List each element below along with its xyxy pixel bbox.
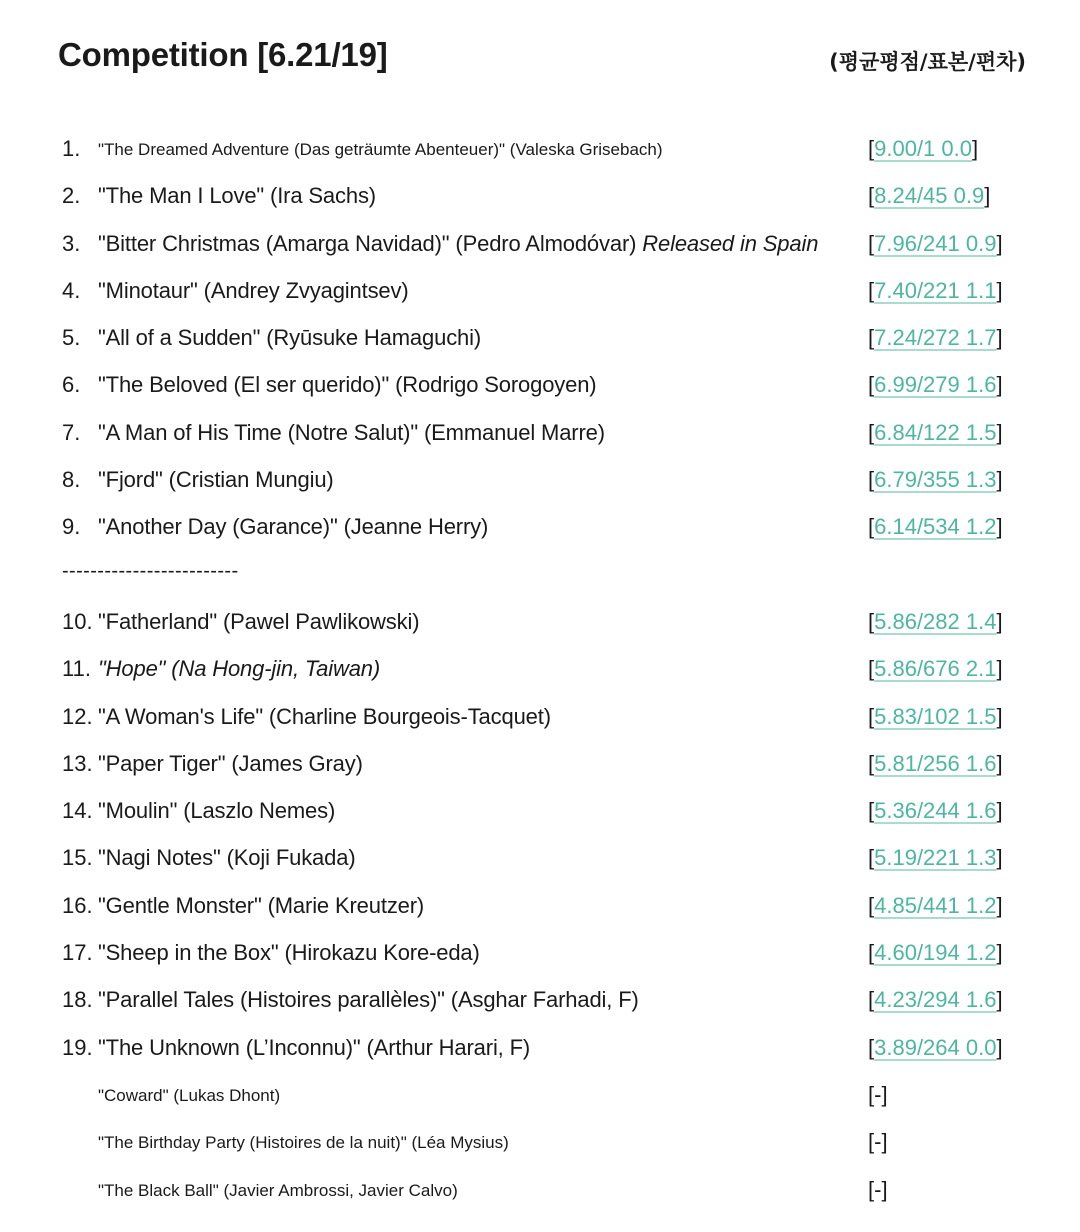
score-entry: [7.24/272 1.7] [868, 325, 1003, 351]
rank-number: 5. [62, 325, 81, 351]
rank-number: 1. [62, 136, 81, 161]
list-item [62, 1074, 1062, 1121]
score-entry: [9.00/1 0.0] [868, 136, 979, 161]
list-item [62, 1169, 1062, 1216]
rank-number: 6. [62, 372, 81, 398]
score-entry: [5.86/676 2.1] [868, 656, 1003, 682]
film-entry: "The Black Ball" (Javier Ambrossi, Javier Calvo) [98, 1180, 458, 1200]
list-item [62, 696, 1062, 743]
rank-number: 17. [62, 940, 93, 966]
divider: ------------------------- [62, 559, 239, 582]
list-item [62, 317, 1062, 364]
score-link[interactable]: 6.79/355 1.3 [874, 467, 997, 493]
list-item [62, 648, 1062, 695]
score-entry: [-] [868, 1176, 888, 1202]
rank-number: 9. [62, 514, 81, 540]
rank-number: 10. [62, 608, 93, 634]
film-entry: "The Man I Love" (Ira Sachs) [98, 183, 376, 209]
score-link[interactable]: 6.84/122 1.5 [874, 419, 997, 445]
list-item [62, 979, 1062, 1026]
page-title: Competition [6.21/19] [58, 36, 388, 73]
page-header [58, 36, 1026, 86]
score-entry: [5.86/282 1.4] [868, 608, 1003, 634]
score-entry: [7.96/241 0.9] [868, 230, 1003, 256]
list-item [62, 459, 1062, 506]
release-note: Released in Spain [642, 230, 819, 256]
score-entry: [4.85/441 1.2] [868, 892, 1003, 918]
score-link[interactable]: 6.14/534 1.2 [874, 514, 997, 540]
score-link[interactable]: 5.86/676 2.1 [874, 656, 997, 682]
film-entry: "Gentle Monster" (Marie Kreutzer) [98, 892, 425, 918]
rank-number: 14. [62, 798, 93, 824]
rank-number: 8. [62, 467, 81, 493]
score-link[interactable]: 6.99/279 1.6 [874, 372, 997, 398]
score-entry: [-] [868, 1081, 888, 1107]
score-legend: (평균평점/표본/편차) [829, 50, 1026, 74]
film-entry: "Fatherland" (Pawel Pawlikowski) [98, 608, 420, 634]
list-item [62, 601, 1062, 648]
rank-number: 19. [62, 1034, 93, 1060]
film-entry: "The Beloved (El ser querido)" (Rodrigo Sorogoyen) [98, 372, 597, 398]
score-entry: [6.79/355 1.3] [868, 467, 1003, 493]
film-entry: "Paper Tiger" (James Gray) [98, 750, 363, 776]
score-link[interactable]: 8.24/45 0.9 [874, 183, 985, 209]
score-entry: [4.23/294 1.6] [868, 987, 1003, 1013]
competition-list [62, 128, 1062, 1216]
score-entry: [5.83/102 1.5] [868, 703, 1003, 729]
film-entry: "Sheep in the Box" (Hirokazu Kore-eda) [98, 940, 480, 966]
film-entry: "Coward" (Lukas Dhont) [98, 1085, 281, 1105]
score-entry: [5.81/256 1.6] [868, 750, 1003, 776]
list-item [62, 932, 1062, 979]
film-entry: "Bitter Christmas (Amarga Navidad)" (Pedro Almodóvar) Released in Spain [98, 230, 819, 256]
score-entry: [6.14/534 1.2] [868, 514, 1003, 540]
list-item [62, 1027, 1062, 1074]
film-entry: "The Dreamed Adventure (Das geträumte Abenteuer)" (Valeska Grisebach) [98, 140, 663, 159]
list-item [62, 175, 1062, 222]
film-entry: "Moulin" (Laszlo Nemes) [98, 798, 336, 824]
score-link[interactable]: 4.85/441 1.2 [874, 892, 997, 918]
film-entry: "The Birthday Party (Histoires de la nuit)" (Léa Mysius) [98, 1133, 509, 1153]
rank-number: 18. [62, 987, 93, 1013]
score-entry: [6.99/279 1.6] [868, 372, 1003, 398]
film-entry: "The Unknown (L’Inconnu)" (Arthur Harari, F) [98, 1034, 531, 1060]
score-entry: [6.84/122 1.5] [868, 419, 1003, 445]
score-link[interactable]: 7.24/272 1.7 [874, 325, 997, 351]
score-link[interactable]: 9.00/1 0.0 [874, 136, 972, 161]
score-link[interactable]: 5.36/244 1.6 [874, 798, 997, 824]
score-link[interactable]: 5.19/221 1.3 [874, 845, 997, 871]
rank-number: 11. [62, 656, 91, 682]
rank-number: 2. [62, 183, 81, 209]
score-link[interactable]: 3.89/264 0.0 [874, 1034, 997, 1060]
list-item [62, 412, 1062, 459]
list-item [62, 128, 1062, 175]
list-item [62, 1121, 1062, 1168]
score-entry: [4.60/194 1.2] [868, 940, 1003, 966]
list-item [62, 506, 1062, 553]
film-entry: "Fjord" (Cristian Mungiu) [98, 467, 334, 493]
list-item [62, 790, 1062, 837]
list-item [62, 837, 1062, 884]
score-entry: [8.24/45 0.9] [868, 183, 991, 209]
list-item [62, 270, 1062, 317]
rank-number: 7. [62, 419, 81, 445]
list-item [62, 743, 1062, 790]
list-item [62, 364, 1062, 411]
film-entry: "Another Day (Garance)" (Jeanne Herry) [98, 514, 489, 540]
film-entry: "Nagi Notes" (Koji Fukada) [98, 845, 356, 871]
rank-number: 12. [62, 703, 93, 729]
list-item [62, 885, 1062, 932]
rank-number: 4. [62, 277, 81, 303]
score-link[interactable]: 5.83/102 1.5 [874, 703, 997, 729]
score-link[interactable]: 7.40/221 1.1 [874, 277, 997, 303]
film-entry: "Hope" (Na Hong-jin, Taiwan) [98, 656, 381, 682]
rank-number: 3. [62, 230, 81, 256]
film-entry: "Minotaur" (Andrey Zvyagintsev) [98, 277, 409, 303]
list-item [62, 223, 1062, 270]
score-entry: [5.36/244 1.6] [868, 798, 1003, 824]
score-link[interactable]: 7.96/241 0.9 [874, 230, 997, 256]
film-entry: "Parallel Tales (Histoires parallèles)" (Asghar Farhadi, F) [98, 987, 639, 1013]
divider-row [62, 554, 1062, 601]
score-entry: [7.40/221 1.1] [868, 277, 1003, 303]
film-entry: "All of a Sudden" (Ryūsuke Hamaguchi) [98, 325, 482, 351]
score-entry: [3.89/264 0.0] [868, 1034, 1003, 1060]
film-entry: "A Woman's Life" (Charline Bourgeois-Tacquet) [98, 703, 551, 729]
score-link[interactable]: 5.81/256 1.6 [874, 750, 997, 776]
score-link[interactable]: 4.23/294 1.6 [874, 987, 997, 1013]
score-entry: [5.19/221 1.3] [868, 845, 1003, 871]
score-link[interactable]: 4.60/194 1.2 [874, 940, 997, 966]
rank-number: 16. [62, 892, 93, 918]
rank-number: 13. [62, 750, 93, 776]
rank-number: 15. [62, 845, 93, 871]
score-entry: [-] [868, 1129, 888, 1155]
score-link[interactable]: 5.86/282 1.4 [874, 608, 997, 634]
film-entry: "A Man of His Time (Notre Salut)" (Emmanuel Marre) [98, 419, 605, 445]
